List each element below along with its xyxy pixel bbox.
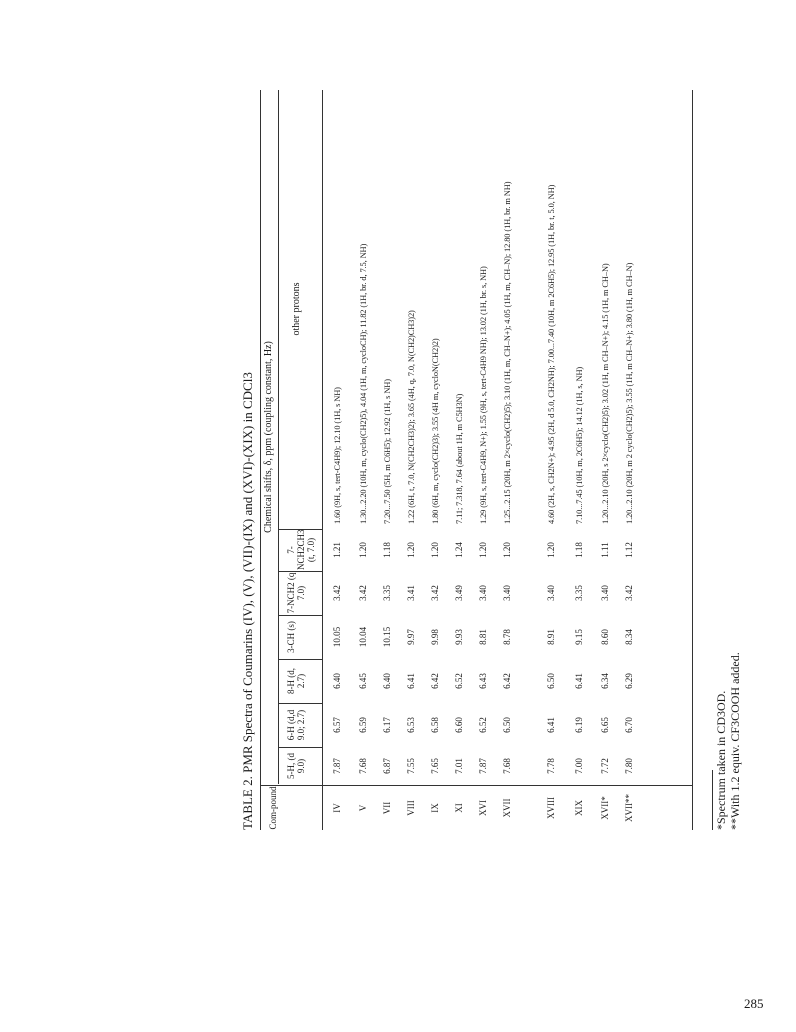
nch2-cell: 3.40 [478,585,488,601]
h5-cell: 7.80 [624,758,634,774]
nch2ch3-cell: 1.20 [406,542,416,558]
compound-cell: XVII** [624,794,634,822]
compound-cell: IV [332,803,342,813]
ch3-cell: 10.04 [358,626,368,648]
top-rule [260,90,261,830]
nch2ch3-cell: 1.20 [478,542,488,558]
h5-header: 5-H, (d 9.0) [286,753,306,779]
h5-cell: 6.87 [382,758,392,774]
h6-cell: 6.59 [358,717,368,733]
other-cell: 7.20...7.50 (5H, m C6H5); 12.92 (1H, s NH) [383,379,392,524]
nch2-cell: 3.35 [574,585,584,601]
h6-cell: 6.57 [332,717,342,733]
other-cell: 1.30...2.20 (10H, m, cyclo(CH2)5), 4.04 (1H, m, cycloCH); 11.82 (1H, br. d, 7.5, NH) [359,243,368,524]
ch3-cell: 9.93 [454,629,464,645]
nch2-cell: 3.41 [406,585,416,601]
ch3-cell: 9.97 [406,629,416,645]
h5-cell: 7.68 [502,758,512,774]
ch3-cell: 8.81 [478,629,488,645]
h6-cell: 6.70 [624,717,634,733]
nch2ch3-cell: 1.24 [454,542,464,558]
h6-header: 6-H (d,d 9.0; 2.7) [286,709,306,741]
other-header: other protons [291,282,302,336]
compound-cell: IX [430,803,440,813]
h6-cell: 6.50 [502,717,512,733]
nch2ch3-cell: 1.12 [624,542,634,558]
footnote-rule [712,770,713,830]
compound-cell: XIX [574,800,584,816]
ch3-cell: 10.15 [382,626,392,648]
h5-cell: 7.65 [430,758,440,774]
nch2-cell: 3.40 [600,585,610,601]
h6-cell: 6.52 [478,717,488,733]
nch2ch3-cell: 1.21 [332,542,342,558]
nch2-cell: 3.35 [382,585,392,601]
h6-cell: 6.58 [430,717,440,733]
h5-cell: 7.72 [600,758,610,774]
h5-cell: 7.68 [358,758,368,774]
other-cell: 4.60 (2H, s, CH2N+); 4.95 (2H, d 5.0, CH2NH); 7.00...7.40 (10H, m 2C6H5); 12.95 (1H, br. t, 5.0, NH) [547,184,556,524]
rotated-table [240,90,740,830]
h8-cell: 6.41 [574,673,584,689]
compound-header: Com-pound [268,786,278,830]
h8-cell: 6.52 [454,673,464,689]
nch2-cell: 3.42 [624,585,634,601]
h8-cell: 6.40 [332,673,342,689]
h6-cell: 6.19 [574,717,584,733]
ch3-cell: 8.34 [624,629,634,645]
nch2ch3-cell: 1.20 [358,542,368,558]
ch3-header: 3-CH (s) [286,621,296,653]
footnote-2: **With 1.2 equiv. CF3COOH added. [728,652,742,830]
nch2ch3-header: 7-NCH2CH3 (t, 7.0) [286,529,316,570]
ch3-cell: 8.78 [502,629,512,645]
h5-cell: 7.00 [574,758,584,774]
h8-cell: 6.41 [406,673,416,689]
other-cell: 1.80 (6H, m, cyclo(CH2)3); 3.55 (4H m, cycloN(CH2)2) [431,338,440,524]
other-cell: 7.11; 7.318, 7.64 (about 1H, m C5H3N) [455,393,464,524]
h5-cell: 7.78 [546,758,556,774]
compound-cell: VIII [406,800,416,816]
h8-cell: 6.50 [546,673,556,689]
other-cell: 1.29 (9H, s, tert-C4H9, N+); 1.55 (9H, s, tert-C4H9 NH); 13.02 (1H, br. s, NH) [479,266,488,524]
h6-cell: 6.41 [546,717,556,733]
nch2-cell: 3.42 [430,585,440,601]
nch2ch3-cell: 1.11 [600,542,610,558]
ch3-cell: 9.98 [430,629,440,645]
other-cell: 1.25...2.15 (20H, m 2×cyclo(CH2)5); 3.10 (1H, m, CH–N+); 4.05 (1H, m, CH–N); 12.80 (1H, br. m NH) [503,181,512,524]
ch3-cell: 8.60 [600,629,610,645]
h8-cell: 6.40 [382,673,392,689]
h8-cell: 6.42 [430,673,440,689]
ch3-cell: 9.15 [574,629,584,645]
h6-cell: 6.60 [454,717,464,733]
nch2ch3-cell: 1.20 [430,542,440,558]
nch2-cell: 3.42 [332,585,342,601]
nch2-cell: 3.49 [454,585,464,601]
compound-cell: XVII [502,798,512,818]
h6-cell: 6.65 [600,717,610,733]
nch2-cell: 3.40 [546,585,556,601]
h5-cell: 7.87 [478,758,488,774]
shifts-rule [278,90,279,784]
other-cell: 7.10...7.45 (10H, m, 2C6H5); 14.12 (1H, s, NH) [575,366,584,524]
compound-cell: XVI [478,800,488,816]
nch2-cell: 3.40 [502,585,512,601]
h8-cell: 6.45 [358,673,368,689]
footnote-1: *Spectrum taken in CD3OD. [714,690,728,830]
compound-cell: XVII* [600,796,610,820]
bottom-rule [692,90,693,830]
nch2-cell: 3.42 [358,585,368,601]
header-rule [322,90,323,830]
h5-cell: 7.55 [406,758,416,774]
other-cell: 1.20...2.10 (20H, s 2×cyclo(CH2)5); 3.02 (1H, m CH–N+); 4.15 (1H, m CH–N) [601,263,610,524]
other-cell: 1.20...2.10 (20H, m 2 cyclo(CH2)5); 3.55 (1H, m CH–N+); 3.80 (1H, m CH–N) [625,262,634,524]
ch3-cell: 8.91 [546,629,556,645]
nch2-header: 7-NCH2 (q 7.0) [286,572,306,614]
compound-cell: VII [382,801,392,815]
compound-cell: XVIII [546,797,556,819]
other-cell: 1.22 (6H, t, 7.0, N(CH2CH3)2); 3.65 (4H, q, 7.0, N(CH2)CH3)2) [407,310,416,524]
page-number: 285 [744,996,764,1011]
nch2ch3-cell: 1.20 [546,542,556,558]
h8-header: 8-H (d, 2.7) [286,668,306,694]
h6-cell: 6.53 [406,717,416,733]
shifts-header: Chemical shifts, δ, ppm (coupling constant, Hz) [263,341,274,533]
h5-cell: 7.01 [454,758,464,774]
nch2ch3-cell: 1.18 [382,542,392,558]
h8-cell: 6.29 [624,673,634,689]
nch2ch3-cell: 1.18 [574,542,584,558]
h8-cell: 6.34 [600,673,610,689]
h5-cell: 7.87 [332,758,342,774]
divider [278,615,322,616]
table-caption: TABLE 2. PMR Spectra of Coumarins (IV), (V), (VII)-(IX) and (XVI)-(XIX) in CDCl3 [240,372,255,830]
nch2ch3-cell: 1.20 [502,542,512,558]
compound-cell: XI [454,803,464,813]
compound-cell: V [358,804,368,812]
other-cell: 1.60 (9H, s, tert-C4H9); 12.10 (1H, s NH) [333,387,342,524]
h8-cell: 6.42 [502,673,512,689]
h8-cell: 6.43 [478,673,488,689]
h6-cell: 6.17 [382,717,392,733]
ch3-cell: 10.05 [332,626,342,648]
